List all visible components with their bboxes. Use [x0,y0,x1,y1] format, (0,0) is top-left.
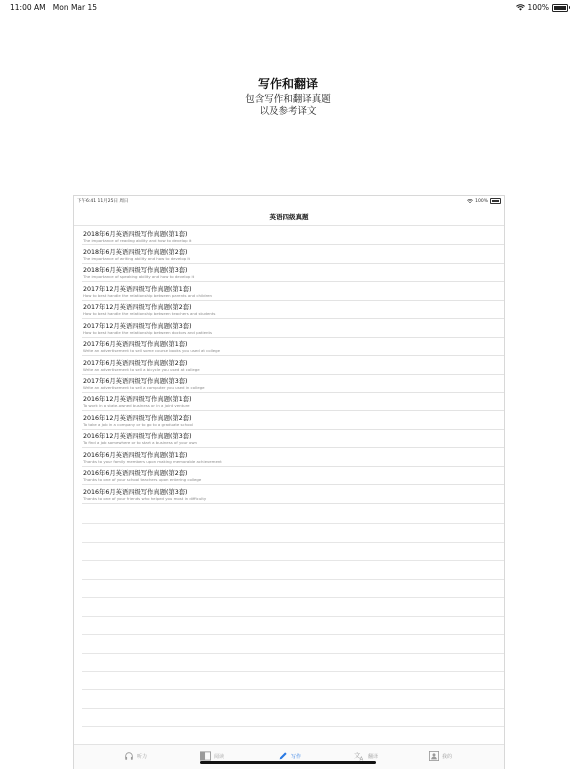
item-title: 2018年6月英语四级写作真题(第1套) [83,230,188,238]
svg-text:A: A [359,756,364,761]
item-subtitle: Thanks to one of your school teachers upon entering college [83,477,202,483]
list-item[interactable] [82,485,504,503]
empty-rows [82,506,504,727]
device-status-bar [74,198,504,206]
tab-profile[interactable] [429,751,452,761]
item-title: 2016年6月英语四级写作真题(第1套) [83,451,188,459]
tab-listening[interactable] [124,751,147,761]
battery-icon [490,198,501,204]
tab-label: 我的 [442,753,453,760]
item-title: 2017年12月英语四级写作真题(第2套) [83,304,192,312]
item-subtitle: How to best handle the relationship between doctors and patients [83,329,212,335]
tab-label: 阅读 [214,753,225,760]
device-screen [73,195,505,769]
list-item[interactable] [82,448,504,466]
item-subtitle: How to best handle the relationship between parents and children [83,292,212,298]
item-subtitle: Thanks to your family members upon making memorable achievement [83,458,222,464]
item-subtitle: How to best handle the relationship between teachers and students [83,311,216,317]
item-subtitle: The importance of reading ability and how to develop it [83,237,192,243]
battery-icon [552,4,568,12]
item-title: 2018年6月英语四级写作真题(第3套) [83,267,188,275]
wifi-icon [467,199,473,204]
status-time: 11:00 AM Mon Mar 15 [10,3,98,12]
item-subtitle: The importance of speaking ability and how to develop it [83,274,195,280]
item-subtitle: To work in a state-owned business or in a joint venture [83,403,190,409]
list-item[interactable] [82,338,504,356]
item-title: 2017年12月英语四级写作真题(第3套) [83,322,192,330]
translate-icon [354,751,365,761]
item-subtitle: Write an advertisement to sell some course books you used at college [83,348,221,354]
empty-row [82,635,504,653]
item-subtitle: The importance of writing ability and how to develop it [83,255,191,261]
nav-title: 英语四级真题 [269,213,309,221]
promo-subtitle-line1: 包含写作和翻译真题 [245,94,331,105]
list-item[interactable] [82,430,504,448]
empty-row [82,672,504,690]
list-item[interactable] [82,411,504,429]
list-item[interactable] [82,319,504,337]
promo-subtitle-line2: 以及参考译文 [259,105,317,117]
book-icon [200,751,211,761]
list-item[interactable] [82,264,504,282]
device-status-time: 下午6:41 11月25日 周日 [77,199,129,204]
tab-writing[interactable] [278,751,301,761]
battery-percent: 100% [527,3,549,12]
tab-label: 听力 [137,753,148,760]
item-title: 2016年12月英语四级写作真题(第1套) [83,396,192,404]
empty-row [82,580,504,598]
status-date: Mon Mar 15 [52,3,98,12]
item-subtitle: To find a job somewhere or to start a business of your own [83,440,197,446]
item-title: 2017年12月英语四级写作真题(第1套) [83,285,192,293]
empty-row [82,709,504,727]
empty-row [82,654,504,672]
wifi-icon [516,4,525,11]
headphones-icon [124,751,134,761]
tab-bar [74,744,504,769]
device-status-right [467,198,501,204]
item-subtitle: Write an advertisement to sell a computer you used in college [83,385,205,390]
list-item[interactable] [82,393,504,411]
list-item[interactable] [82,375,504,393]
list-item[interactable] [82,227,504,245]
device-battery-percent: 100% [475,198,488,204]
home-indicator [200,761,376,764]
item-title: 2016年6月英语四级写作真题(第2套) [83,470,188,478]
svg-text:文: 文 [354,752,361,760]
nav-divider [74,225,504,226]
item-subtitle: Write an advertisement to sell a bicycle you used at college [83,366,200,372]
list-item[interactable] [82,245,504,263]
status-right [516,3,568,12]
empty-row [82,506,504,524]
empty-row [82,617,504,635]
item-title: 2018年6月英语四级写作真题(第2套) [83,248,188,256]
item-subtitle: Thanks to one of your friends who helped you most in difficulty [83,495,207,501]
promo-title: 写作和翻译 [257,77,318,91]
item-title: 2016年12月英语四级写作真题(第3套) [83,433,192,441]
item-title: 2016年6月英语四级写作真题(第3套) [83,488,188,496]
profile-icon [429,751,439,761]
empty-row [82,524,504,542]
promo-subtitle [0,94,576,117]
status-bar [0,0,576,16]
list-item[interactable] [82,301,504,319]
item-title: 2017年6月英语四级写作真题(第2套) [83,359,188,367]
empty-row [82,561,504,579]
exam-list [74,227,504,504]
item-title: 2017年6月英语四级写作真题(第3套) [83,378,188,385]
tab-reading[interactable] [200,751,224,761]
item-title: 2017年6月英语四级写作真题(第1套) [83,341,188,349]
item-title: 2016年12月英语四级写作真题(第2套) [83,414,192,422]
tab-label: 翻译 [368,753,379,760]
list-item[interactable] [82,467,504,485]
empty-row [82,690,504,708]
list-item[interactable] [82,356,504,374]
pencil-icon [278,751,288,761]
empty-row [82,543,504,561]
item-subtitle: To take a job in a company or to go to a graduate school [83,421,193,427]
empty-row [82,598,504,616]
tab-translation[interactable] [354,751,378,761]
tab-label: 写作 [291,753,302,760]
list-item[interactable] [82,282,504,300]
